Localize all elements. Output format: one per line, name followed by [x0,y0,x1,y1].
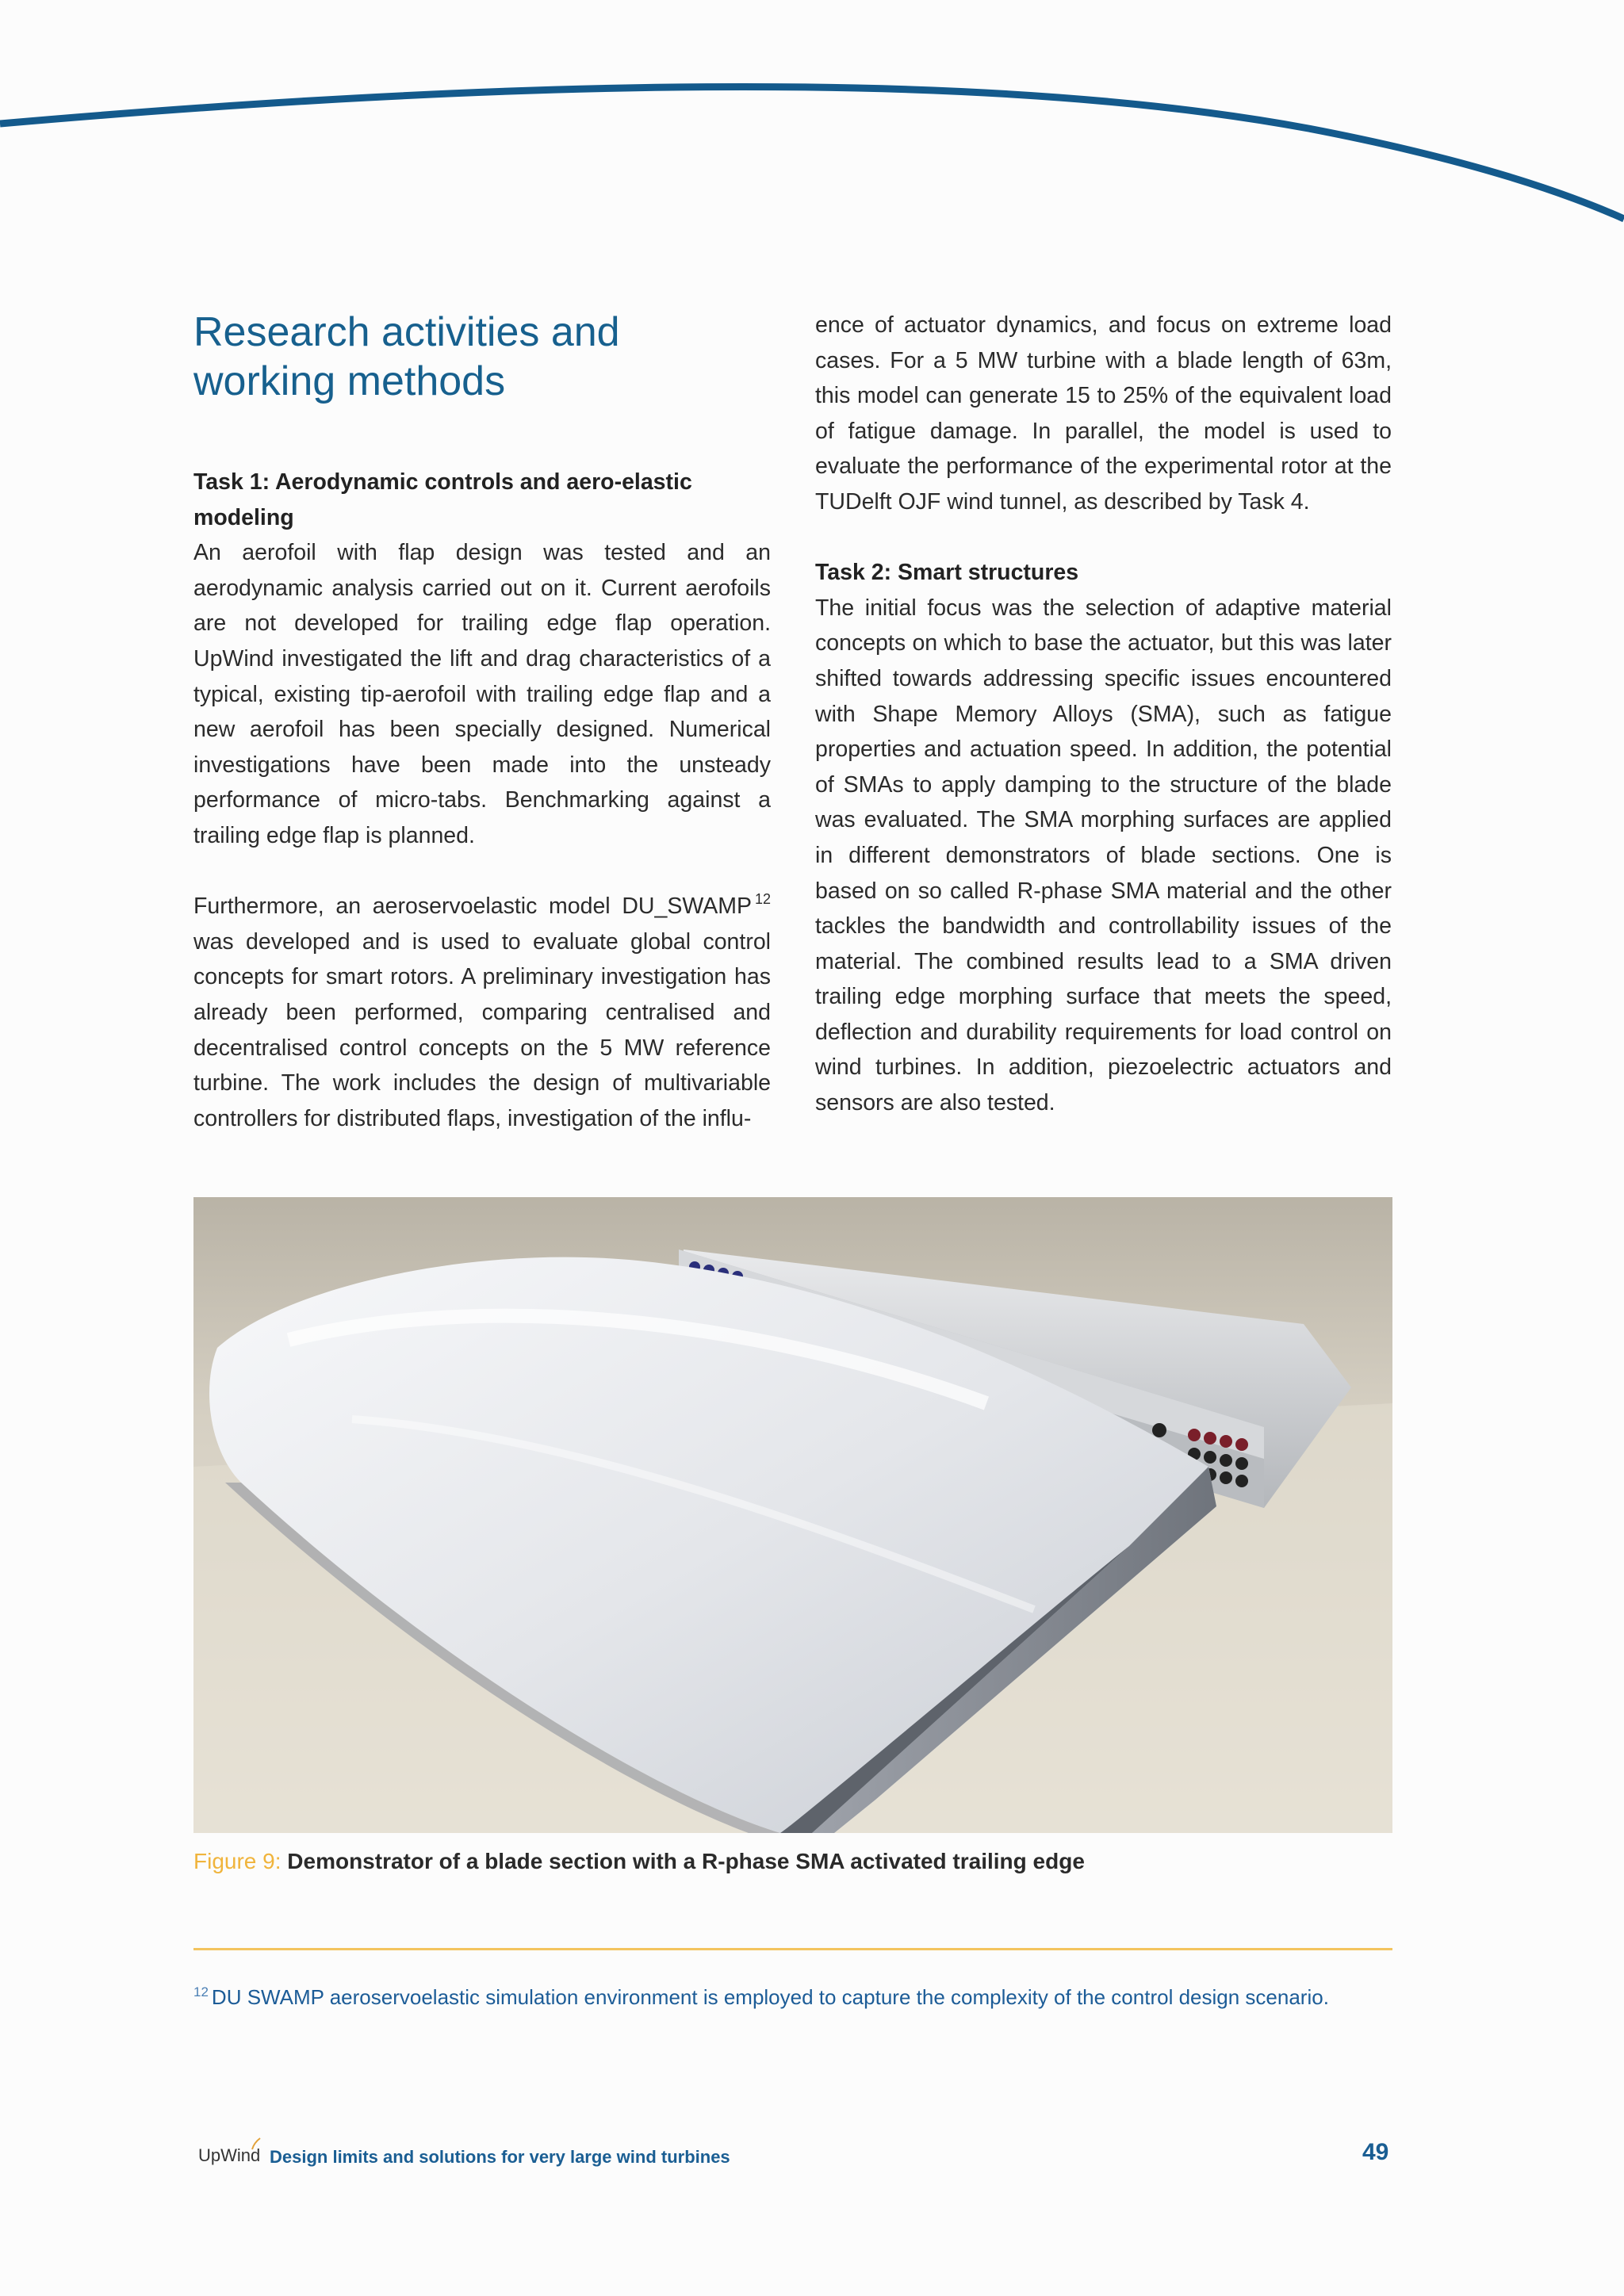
figure-label: Figure 9: [193,1849,282,1873]
footnote-text: DU SWAMP aeroservoelastic simulation environment is employed to capture the complexity of the control design scenario. [211,1985,1329,2009]
footnote [193,1984,1329,2010]
task1-paragraph-2-rest: was developed and is used to evaluate global control concepts for smart rotors. A preliminary investigation has already been performed, comparing centralised and decentralised control concepts on the 5 MW reference turbine. The work includes the design of multivariable controllers for distributed flaps, investigation of the influ- [193,928,771,1131]
section-title: Research activities and working methods [193,309,620,404]
task1-paragraph-1: An aerofoil with flap design was tested and an aerodynamic analysis carried out on it. Current aerofoils are not developed for trailing edge flap operation. UpWind investigated the lift and drag characteristics of a typical, existing tip-aerofoil with trailing edge flap and a new aerofoil has been specially designed. Numerical investigations have been made into the unsteady performance of micro-tabs. Benchmarking against a trailing edge flap is planned. [193,540,771,848]
figure-caption [193,1849,1085,1874]
upwind-logo [198,2145,260,2166]
figure-photo [193,1197,1392,1833]
wind-leaf-icon [251,2137,262,2150]
left-column [193,308,771,1136]
right-column [815,308,1392,1121]
task1-paragraph-2-start: Furthermore, an aeroservoelastic model DU_SWAMP [193,894,752,920]
footnote-reference: 12 [754,891,771,908]
figure-caption-text: Demonstrator of a blade section with a R-phase SMA activated trailing edge [281,1849,1085,1873]
footnote-divider [193,1948,1392,1950]
header-arc [0,0,1624,238]
task1-paragraph-3: ence of actuator dynamics, and focus on extreme load cases. For a 5 MW turbine with a blade length of 63m, this model can generate 15 to 25% of the equivalent load of fatigue damage. In parallel, the model is used to evaluate the performance of the experimental rotor at the TUDelft OJF wind tunnel, as described by Task 4. [815,312,1392,515]
footer-title: Design limits and solutions for very large wind turbines [270,2147,730,2167]
footnote-number: 12 [193,1984,209,1999]
task1-paragraph-2 [193,889,771,1136]
task2-paragraph-1: The initial focus was the selection of adaptive material concepts on which to base the actuator, but this was later shifted towards addressing specific issues encountered with Shape Memory Alloys (SMA), such as fatigue properties and actuation speed. In addition, the potential of SMAs to apply damping to the structure of the blade was evaluated. The SMA morphing surfaces are applied in different demonstrators of blade sections. One is based on so called R-phase SMA material and the other tackles the bandwidth and controllability issues of the material. The combined results lead to a SMA driven trailing edge morphing surface that meets the speed, deflection and durability requirements for load control on wind turbines. In addition, piezoelectric actuators and sensors are also tested. [815,595,1392,1116]
task2-heading: Task 2: Smart structures [815,560,1079,586]
upwind-logo-text: UpWind [198,2145,261,2165]
task1-heading: Task 1: Aerodynamic controls and aero-elastic modeling [193,469,692,530]
page-number: 49 [1362,2139,1389,2165]
